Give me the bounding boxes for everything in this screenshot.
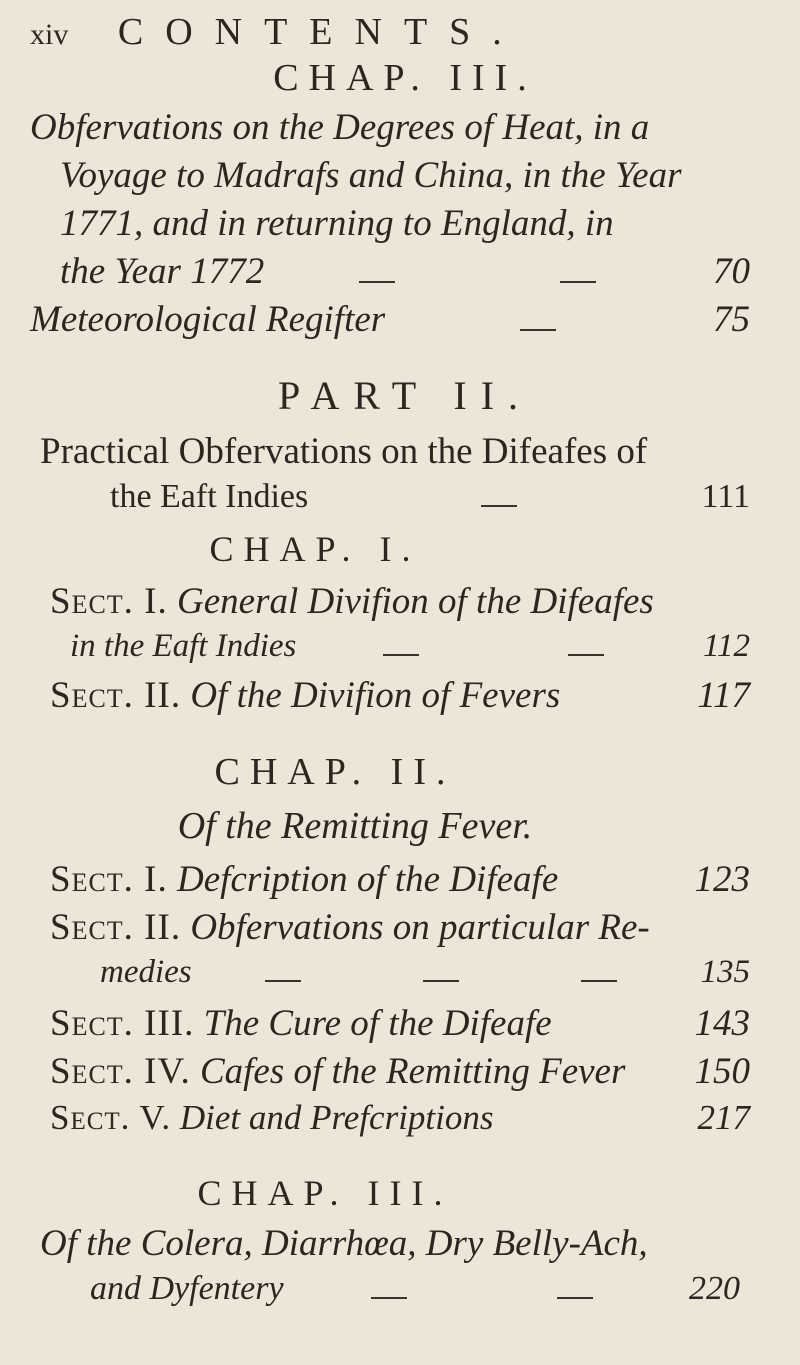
toc-entry-title: Of the Divifion of Fevers — [190, 675, 561, 716]
leader-dashes — [264, 281, 690, 283]
toc-text-line: 1771, and in returning to England, in — [60, 203, 614, 244]
toc-entry — [110, 478, 750, 516]
toc-entry — [50, 858, 750, 901]
toc-entry-title: and Dyfentery — [90, 1270, 284, 1307]
toc-text-line: Obfervations on the Degrees of Heat, in a — [30, 107, 650, 148]
toc-entry-title: the Eaft Indies — [110, 478, 309, 515]
page-header — [30, 10, 780, 54]
toc-entry-page: 70 — [713, 251, 750, 292]
section-label: Sect. III. — [50, 1003, 195, 1044]
toc-entry-title: Meteorological Regifter — [30, 299, 386, 340]
toc-text-line — [50, 580, 800, 623]
toc-entry-page: 135 — [700, 954, 750, 990]
toc-entry — [60, 250, 750, 293]
part-heading: PART II. — [277, 373, 533, 418]
running-title: CONTENTS. — [117, 11, 524, 53]
toc-text-line: Of the Colera, Diarrhœa, Dry Belly-Ach, — [40, 1223, 648, 1264]
leader-dashes — [385, 329, 690, 331]
section-label: Sect. I. — [50, 859, 168, 900]
toc-entry-title: Obfervations on particular Re- — [190, 907, 650, 948]
leader-dashes — [192, 980, 690, 982]
page-number: xiv — [30, 18, 69, 51]
section-label: Sect. I. — [50, 581, 168, 622]
toc-entry-title: the Year 1772 — [60, 251, 265, 292]
toc-entry-page: 75 — [713, 299, 750, 340]
chapter-heading: CHAP. III. — [197, 1173, 453, 1213]
toc-entry-title: The Cure of the Difeafe — [203, 1003, 552, 1044]
toc-entry-title: General Divifion of the Difeafes — [177, 581, 654, 622]
chapter-heading: CHAP. II. — [214, 751, 456, 793]
toc-entry — [50, 1002, 750, 1045]
toc-entry-page: 143 — [694, 1003, 750, 1044]
toc-entry — [50, 674, 750, 717]
toc-text-line: Practical Obfervations on the Difeafes of — [40, 431, 648, 472]
section-label: Sect. II. — [50, 675, 182, 716]
leader-dashes — [296, 654, 690, 656]
section-label: Sect. II. — [50, 907, 182, 948]
toc-entry-page: 220 — [689, 1270, 740, 1307]
chapter-subtitle: Of the Remitting Fever. — [177, 805, 533, 847]
section-label: Sect. V. — [50, 1098, 172, 1137]
toc-entry-page: 123 — [694, 859, 750, 900]
toc-entry-page: 117 — [697, 675, 750, 716]
chapter-heading: CHAP. I. — [209, 529, 421, 569]
toc-entry-page: 217 — [697, 1098, 750, 1137]
toc-entry-title: Defcription of the Difeafe — [177, 859, 559, 900]
toc-entry-page: 112 — [702, 628, 750, 664]
leader-dashes — [308, 505, 690, 507]
toc-entry-title: Diet and Prefcriptions — [179, 1098, 494, 1137]
toc-entry — [30, 298, 750, 341]
toc-entry — [50, 1050, 750, 1093]
toc-entry — [90, 1270, 740, 1308]
toc-entry — [100, 954, 750, 991]
toc-text-line — [50, 906, 800, 949]
toc-entry — [70, 628, 750, 665]
toc-entry-title: in the Eaft Indies — [70, 628, 297, 664]
section-label: Sect. IV. — [50, 1051, 191, 1092]
leader-dashes — [284, 1297, 680, 1299]
toc-entry-title: medies — [100, 954, 192, 990]
toc-text-line: Voyage to Madrafs and China, in the Year — [60, 155, 682, 196]
toc-entry — [50, 1098, 750, 1138]
toc-entry-page: 111 — [701, 478, 750, 515]
chapter-heading: CHAP. III. — [273, 57, 537, 99]
toc-entry-page: 150 — [694, 1051, 750, 1092]
toc-entry-title: Cafes of the Remitting Fever — [199, 1051, 626, 1092]
